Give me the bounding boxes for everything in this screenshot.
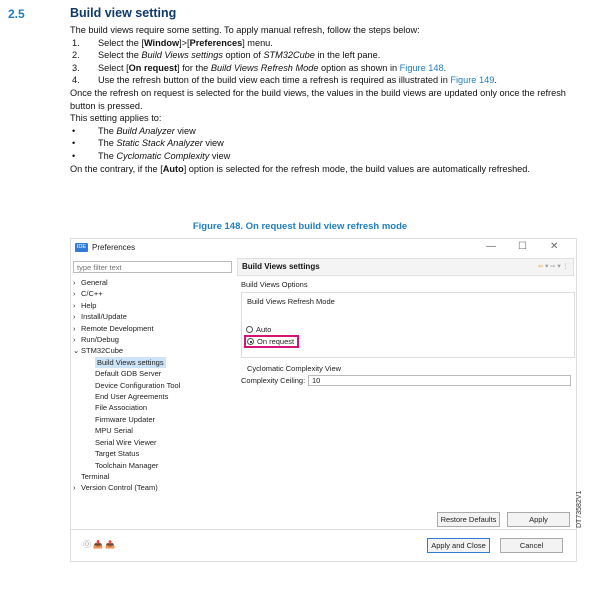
tree-item[interactable] [73, 471, 233, 482]
radio-on-request-circle [247, 338, 254, 345]
text-run: . [443, 62, 447, 73]
tree-item-label: STM32Cube [81, 346, 124, 356]
chevron-right-icon[interactable]: › [73, 300, 76, 310]
tree-item-label: Terminal [81, 471, 110, 481]
bullet-prefix: The [98, 150, 117, 161]
bullet-text [98, 150, 230, 163]
tree-item-label: Firmware Updater [95, 414, 156, 424]
section-title: Build view setting [70, 6, 177, 20]
tree-item-label: C/C++ [81, 289, 103, 299]
tree-item[interactable] [73, 311, 233, 322]
text-run: Build Views settings [141, 50, 223, 61]
bullet-suffix: view [209, 150, 231, 161]
text-run: option of [222, 50, 264, 61]
tree-item[interactable] [73, 482, 233, 493]
step-text [98, 74, 497, 87]
tree-item-label: Help [81, 300, 97, 310]
chevron-right-icon[interactable]: › [73, 483, 76, 493]
bullet-emphasis: Cyclomatic Complexity [116, 150, 210, 161]
nav-arrows-icon[interactable]: ⇦ ▾ ⇨ ▾ ⋮ [537, 263, 569, 270]
tree-item-label: File Association [95, 403, 148, 413]
apply-and-close-button[interactable]: Apply and Close [427, 538, 490, 553]
apply-button[interactable]: Apply [507, 512, 570, 527]
text-run: Preferences [189, 37, 243, 48]
figure-link[interactable]: Figure 149 [450, 75, 495, 86]
step-item [70, 74, 590, 87]
cyclomatic-label: Cyclomatic Complexity View [247, 364, 342, 373]
step-item [70, 37, 590, 50]
bullet-text [98, 125, 196, 138]
tree-item[interactable] [73, 357, 233, 368]
title-bar [71, 239, 576, 257]
preferences-tree [73, 277, 233, 494]
options-label: Build Views Options [241, 280, 308, 289]
figure-code: DT73582V1 [576, 490, 583, 528]
footer-divider [71, 529, 576, 530]
restore-defaults-button[interactable]: Restore Defaults [437, 512, 500, 527]
text-run: option as shown in [318, 62, 400, 73]
tree-item[interactable] [73, 391, 233, 402]
step-number: 3. [72, 62, 80, 73]
tree-item[interactable] [73, 288, 233, 299]
tree-item[interactable] [73, 414, 233, 425]
close-icon[interactable]: ✕ [550, 241, 559, 252]
ceiling-label: Complexity Ceiling: [241, 376, 306, 385]
bullet-emphasis: Build Analyzer [116, 125, 175, 136]
tree-item[interactable] [73, 368, 233, 379]
bullet-suffix: view [174, 125, 196, 136]
page-title [237, 258, 574, 276]
chevron-right-icon[interactable]: › [73, 335, 76, 345]
text-run: Select the [98, 50, 142, 61]
tree-item[interactable] [73, 425, 233, 436]
text-run: Select the [ [98, 37, 144, 48]
page-title-text: Build Views settings [242, 262, 320, 271]
text-run: ] option is selected for the refresh mode, the build values are automatically refreshed. [183, 163, 530, 174]
step-text [98, 62, 446, 75]
help-import-export-icon[interactable]: ⓪ 📥 📤 [83, 540, 116, 549]
bullet-icon: • [72, 125, 76, 136]
text-run: Window [143, 37, 180, 48]
intro-text: The build views require some setting. To apply manual refresh, follow the steps below: [70, 25, 420, 35]
final-paragraph [70, 163, 590, 176]
applies-text: This setting applies to: [70, 113, 162, 124]
bullet-item [70, 125, 590, 138]
step-number: 2. [72, 50, 80, 61]
bullet-icon: • [72, 150, 76, 161]
step-item [70, 49, 590, 62]
chevron-right-icon[interactable]: › [73, 312, 76, 322]
step-number: 1. [72, 37, 80, 48]
text-run: Select [ [98, 62, 129, 73]
radio-auto[interactable] [246, 325, 271, 334]
text-run: On request [128, 62, 178, 73]
bullet-item [70, 137, 590, 150]
chevron-right-icon[interactable]: › [73, 278, 76, 287]
tree-item[interactable] [73, 460, 233, 471]
cancel-button[interactable]: Cancel [500, 538, 563, 553]
tree-item-label: Device Configuration Tool [95, 380, 181, 390]
text-run: On the contrary, if the [ [70, 163, 163, 174]
tree-item-label: Install/Update [81, 312, 127, 322]
tree-item-label: General [81, 278, 108, 287]
tree-item[interactable] [73, 277, 233, 288]
step-number: 4. [72, 75, 80, 86]
radio-on-request-label: On request [257, 337, 295, 346]
tree-item-label: Run/Debug [81, 335, 119, 345]
bullet-suffix: view [202, 138, 224, 149]
radio-auto-label: Auto [256, 325, 272, 334]
bullet-text [98, 137, 224, 150]
tree-item-label: MPU Serial [95, 426, 133, 436]
tree-item[interactable] [73, 402, 233, 413]
tree-item-label: Target Status [95, 449, 140, 459]
tree-item[interactable] [73, 380, 233, 391]
ide-app-icon: IDE [76, 244, 87, 250]
preferences-window [70, 238, 577, 562]
minimize-icon[interactable]: — [486, 241, 496, 252]
text-run: in the left pane. [314, 50, 381, 61]
text-run: STM32Cube [263, 50, 315, 61]
tree-item-label: Toolchain Manager [95, 460, 159, 470]
tree-item-label: Build Views settings [97, 357, 164, 367]
filter-input[interactable] [73, 261, 232, 273]
complexity-ceiling-input[interactable] [308, 375, 571, 386]
bullet-prefix: The [98, 125, 117, 136]
document-body [70, 24, 590, 175]
chevron-right-icon[interactable]: › [73, 289, 76, 299]
window-title: Preferences [92, 243, 136, 252]
tree-item[interactable] [73, 334, 233, 345]
text-run: Auto [162, 163, 184, 174]
tree-item-label: Serial Wire Viewer [95, 437, 157, 447]
maximize-icon[interactable]: ☐ [518, 241, 527, 252]
chevron-down-icon[interactable]: ⌄ [73, 346, 80, 356]
tree-item[interactable] [73, 437, 233, 448]
text-run: Build Views Refresh Mode [210, 62, 319, 73]
tree-item-label: Default GDB Server [95, 369, 162, 379]
step-item [70, 62, 590, 75]
tree-item-label: Remote Development [81, 323, 154, 333]
text-run: ] menu. [242, 37, 273, 48]
refresh-mode-label: Build Views Refresh Mode [247, 297, 335, 306]
tree-item-label: Version Control (Team) [81, 483, 158, 493]
steps-list [70, 37, 590, 87]
tree-item[interactable] [73, 300, 233, 311]
bullet-item [70, 150, 590, 163]
text-run: Use the refresh button of the build view each time a refresh is required as illustrated in [98, 75, 451, 86]
text-run: ] for the [177, 62, 211, 73]
radio-on-request[interactable] [244, 335, 299, 348]
section-number: 2.5 [8, 7, 25, 21]
tree-item[interactable] [73, 448, 233, 459]
bullet-prefix: The [98, 138, 117, 149]
bullet-emphasis: Static Stack Analyzer [116, 138, 203, 149]
bullet-icon: • [72, 138, 76, 149]
radio-auto-circle [246, 326, 253, 333]
tree-item[interactable] [73, 323, 233, 334]
text-run: ]>[ [179, 37, 190, 48]
bullet-list [70, 125, 590, 163]
tree-item[interactable] [73, 345, 233, 356]
settings-pane [237, 258, 574, 385]
tree-item-label: End User Agreements [95, 392, 169, 402]
step-text [98, 37, 273, 50]
figure-link[interactable]: Figure 148 [399, 62, 444, 73]
text-run: . [494, 75, 497, 86]
chevron-right-icon[interactable]: › [73, 323, 76, 333]
after-steps-text: Once the refresh on request is selected for the build views, the values in the build views are updated only once the refresh button is pressed. [70, 87, 566, 111]
figure-caption: Figure 148. On request build view refresh mode [192, 221, 408, 232]
step-text [98, 49, 380, 62]
